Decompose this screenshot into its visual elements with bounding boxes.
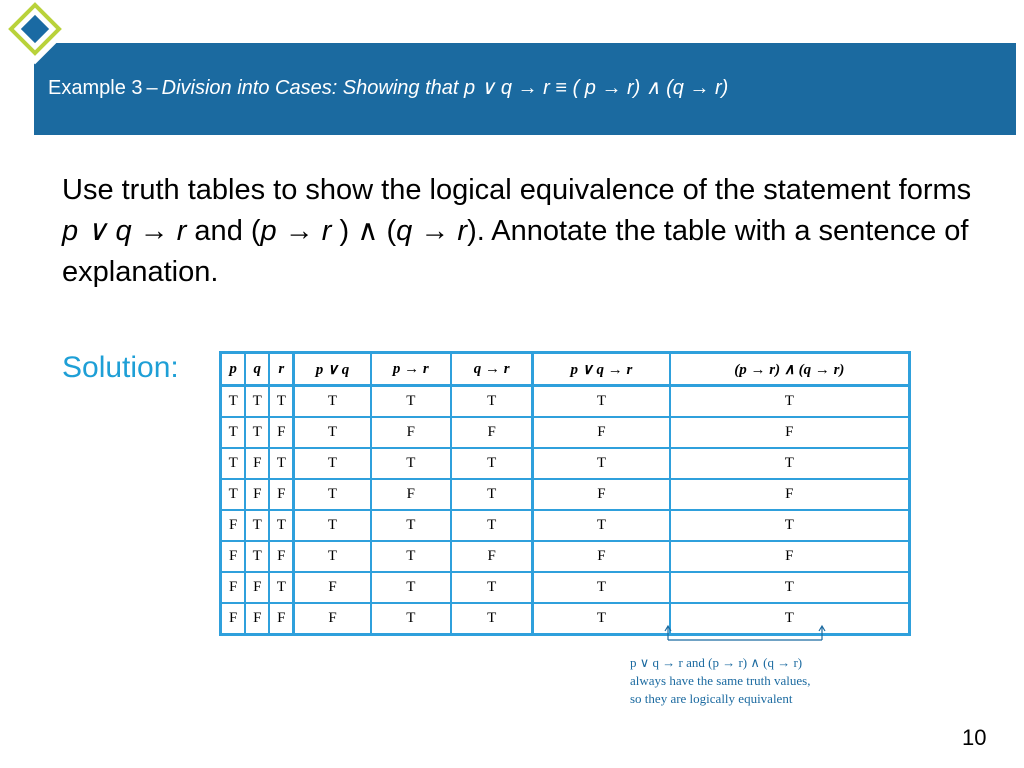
- table-cell: T: [533, 386, 670, 418]
- table-cell: T: [670, 386, 910, 418]
- table-cell: F: [294, 572, 371, 603]
- table-cell: F: [294, 603, 371, 635]
- annotation-line-3: so they are logically equivalent: [630, 691, 793, 706]
- table-cell: T: [371, 386, 452, 418]
- title-main: Division into Cases: Showing that p ∨ q → r ≡ ( p → r) ∧ (q → r): [161, 77, 729, 99]
- table-cell: T: [294, 541, 371, 572]
- table-cell: T: [451, 572, 533, 603]
- table-cell: T: [294, 479, 371, 510]
- table-cell: T: [533, 448, 670, 479]
- title-dash: –: [146, 77, 158, 99]
- table-cell: T: [533, 603, 670, 635]
- table-row: [221, 448, 910, 479]
- header-p: p: [221, 353, 246, 386]
- table-cell: T: [451, 603, 533, 635]
- table-cell: T: [371, 510, 452, 541]
- table-cell: F: [245, 572, 269, 603]
- statement-formula-2: p → r: [260, 215, 332, 247]
- table-cell: F: [371, 479, 452, 510]
- statement-text-1: Use truth tables to show the logical equivalence of the statement forms: [62, 174, 972, 206]
- table-cell: T: [533, 510, 670, 541]
- table-row: [221, 541, 910, 572]
- table-cell: F: [371, 417, 452, 448]
- table-cell: T: [269, 510, 294, 541]
- table-cell: F: [221, 572, 246, 603]
- header-p-implies-r: p → r: [371, 353, 452, 386]
- table-cell: F: [221, 541, 246, 572]
- table-cell: F: [670, 479, 910, 510]
- table-cell: T: [245, 386, 269, 418]
- table-cell: F: [533, 479, 670, 510]
- table-cell: T: [294, 510, 371, 541]
- table-cell: T: [294, 448, 371, 479]
- table-cell: T: [269, 448, 294, 479]
- slide-title: [48, 75, 728, 100]
- table-cell: F: [451, 541, 533, 572]
- table-row: [221, 479, 910, 510]
- problem-statement: [62, 170, 982, 293]
- header-r: r: [269, 353, 294, 386]
- table-cell: F: [451, 417, 533, 448]
- table-cell: T: [451, 479, 533, 510]
- table-cell: T: [245, 510, 269, 541]
- table-cell: T: [294, 386, 371, 418]
- table-row: [221, 572, 910, 603]
- statement-text-2: and (: [186, 215, 261, 247]
- table-cell: T: [221, 417, 246, 448]
- table-cell: F: [269, 479, 294, 510]
- table-cell: T: [670, 510, 910, 541]
- table-cell: T: [269, 572, 294, 603]
- header-q-implies-r: q → r: [451, 353, 533, 386]
- table-cell: F: [269, 541, 294, 572]
- table-cell: F: [670, 541, 910, 572]
- table-cell: T: [245, 417, 269, 448]
- statement-text-3: ) ∧ (: [331, 215, 397, 247]
- table-cell: F: [670, 417, 910, 448]
- table-cell: T: [371, 448, 452, 479]
- table-row: [221, 417, 910, 448]
- statement-text-4: ). Annotate the table with a sentence of explanation.: [62, 215, 969, 288]
- annotation-arrows-icon: [660, 624, 830, 644]
- table-cell: F: [269, 417, 294, 448]
- annotation-line-1: p ∨ q → r and (p → r) ∧ (q → r): [630, 655, 803, 670]
- table-cell: T: [533, 572, 670, 603]
- table-cell: T: [670, 448, 910, 479]
- page-number: 10: [962, 725, 987, 750]
- table-cell: T: [371, 572, 452, 603]
- table-cell: T: [670, 572, 910, 603]
- statement-formula-1: p ∨ q → r: [62, 215, 187, 247]
- table-cell: T: [245, 541, 269, 572]
- table-cell: F: [269, 603, 294, 635]
- statement-formula-3: q → r: [396, 215, 468, 247]
- header-q: q: [245, 353, 269, 386]
- annotation-line-2: always have the same truth values,: [630, 673, 811, 688]
- table-cell: F: [533, 417, 670, 448]
- table-cell: T: [371, 603, 452, 635]
- table-cell: F: [533, 541, 670, 572]
- table-cell: T: [221, 448, 246, 479]
- title-prefix: Example 3: [48, 77, 143, 99]
- table-cell: T: [451, 386, 533, 418]
- table-cell: T: [294, 417, 371, 448]
- table-cell: F: [221, 510, 246, 541]
- header-p-or-q-implies-r: p ∨ q → r: [533, 353, 670, 386]
- table-header-row: [221, 353, 910, 386]
- solution-label: Solution:: [62, 351, 179, 384]
- truth-table: [219, 351, 911, 636]
- table-cell: T: [670, 603, 910, 635]
- table-row: [221, 510, 910, 541]
- header-p-or-q: p ∨ q: [294, 353, 371, 386]
- table-cell: F: [245, 479, 269, 510]
- table-cell: F: [245, 448, 269, 479]
- table-cell: T: [371, 541, 452, 572]
- title-bar: [34, 43, 1016, 135]
- table-cell: T: [221, 386, 246, 418]
- table-cell: F: [245, 603, 269, 635]
- table-cell: T: [451, 510, 533, 541]
- header-conjunction: (p → r) ∧ (q → r): [670, 353, 910, 386]
- table-cell: T: [451, 448, 533, 479]
- table-cell: F: [221, 603, 246, 635]
- table-annotation: [630, 654, 890, 708]
- table-cell: T: [269, 386, 294, 418]
- table-row: [221, 386, 910, 418]
- table-cell: T: [221, 479, 246, 510]
